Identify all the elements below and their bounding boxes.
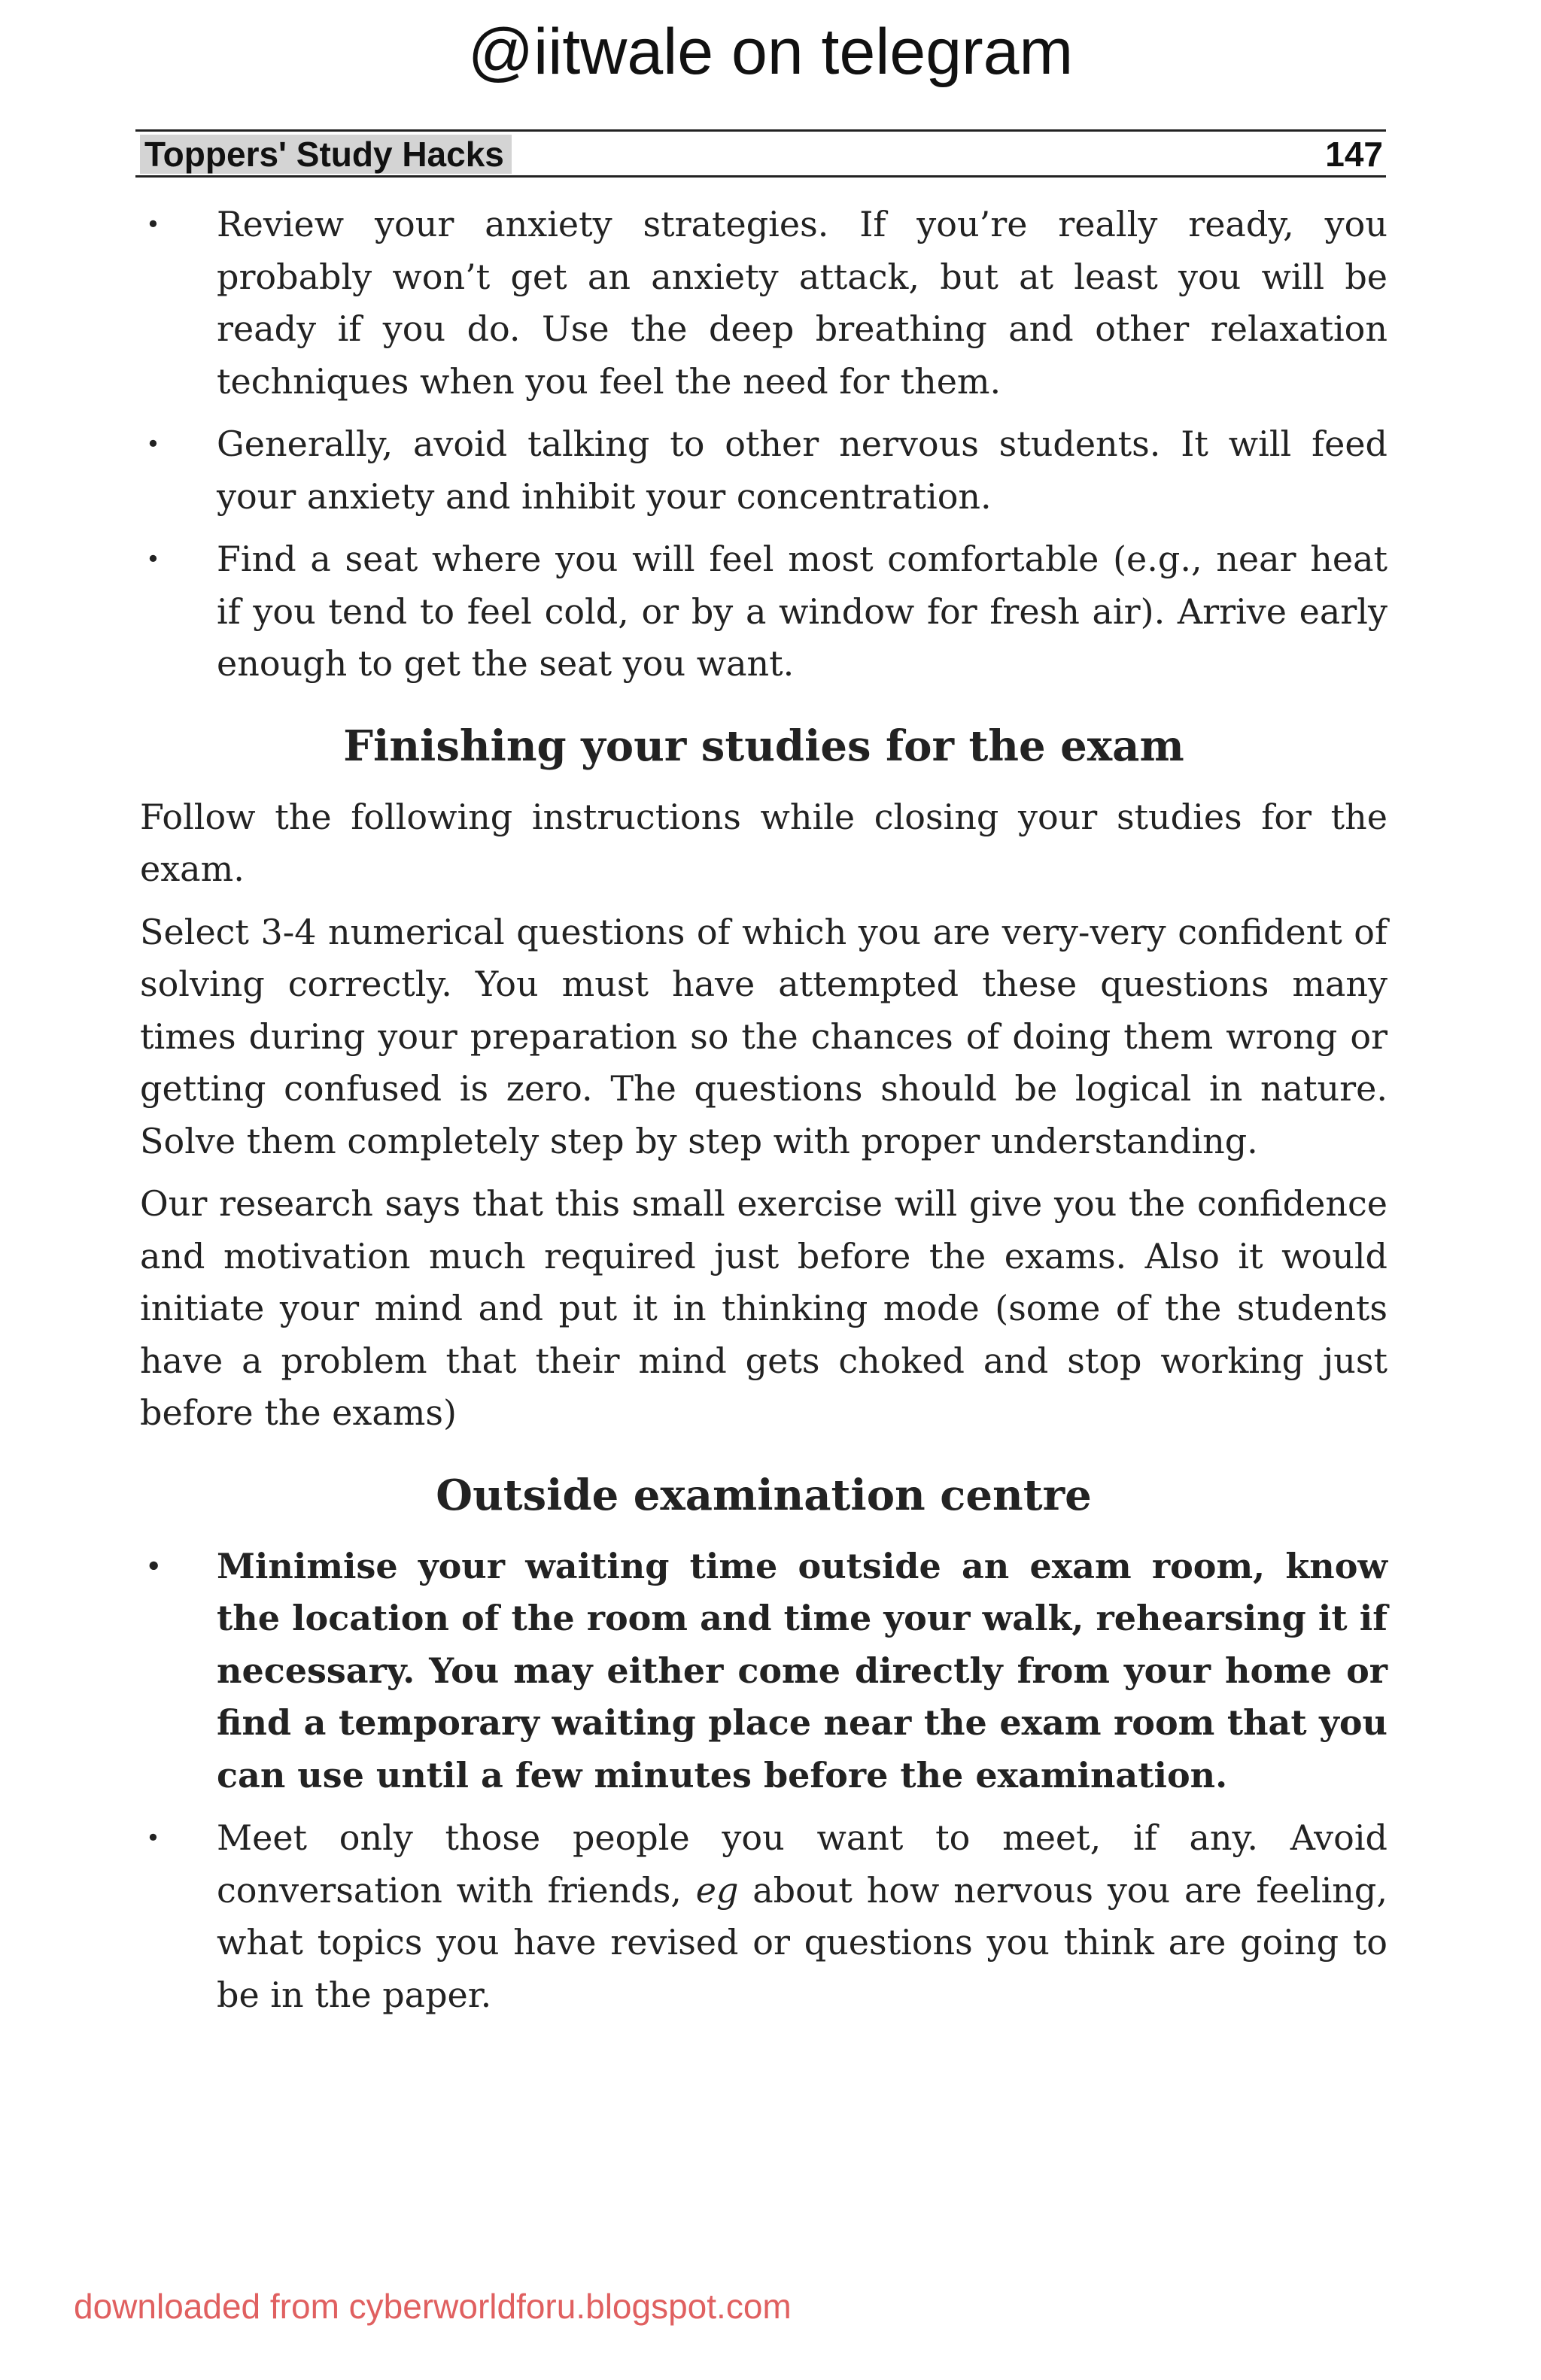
bullet-marker: • [146,545,160,573]
running-head-title: Toppers' Study Hacks [140,135,512,174]
page-number: 147 [1325,135,1383,174]
bullet-marker: • [146,430,160,458]
intro-bullet-list [140,199,1388,691]
section-heading-finishing-studies: Finishing your studies for the exam [343,721,1184,771]
bullet-marker: • [146,1823,160,1852]
list-item-text-part: Meet only those people you want to meet, if any. Avoid conversation with friends, [217,1817,1388,1911]
list-item-text: Minimise your waiting time outside an exam room, know the location of the room and time your walk, rehearsing it if necessary. You may either come directly from your home or find a temporary waiting place near the exam room that you can use until a few minutes before the examination. [217,1545,1388,1796]
list-item-text: Review your anxiety strategies. If you’re really ready, you probably won’t get an anxiety attack, but at least you will be ready if you do. Use the deep breathing and other relaxation techniques when you feel the need for them. [217,204,1388,402]
list-item-text: Generally, avoid talking to other nervous students. It will feed your anxiety and inhibit your concentration. [217,423,1388,517]
paragraph: Select 3-4 numerical questions of which you are very-very confident of solving correctly. You must have attempted these questions many times during your preparation so the chances of doing them wrong or getting confused is zero. The questions should be logical in nature. Solve them completely step by step with proper understanding. [140,911,1388,1161]
list-item [140,199,1388,408]
running-header [135,129,1386,178]
list-item [140,533,1388,691]
list-item-text-part: about how nervous you are feeling, what topics you have revised or questions you think are going to be in the paper. [217,1869,1388,2015]
paragraph: Our research says that this small exercise will give you the confidence and motivation much required just before the exams. Also it would initiate your mind and put it in thinking mode (some of the students have a problem that their mind gets choked and stop working just before the exams) [140,1183,1388,1433]
list-item-text-italic: eg [695,1869,739,1911]
list-item [140,418,1388,523]
section-heading-outside-centre: Outside examination centre [436,1470,1092,1520]
watermark-bottom: downloaded from cyberworldforu.blogspot.com [74,2287,792,2326]
list-item-text: Find a seat where you will feel most comfortable (e.g., near heat if you tend to feel cold, or by a window for fresh air). Arrive early enough to get the seat you want. [217,539,1388,684]
watermark-top: @iitwale on telegram [467,16,1074,88]
outside-centre-bullet-list [140,1541,1388,2022]
list-item [140,1541,1388,1802]
bullet-marker: • [146,210,160,238]
paragraph: Follow the following instructions while closing your studies for the exam. [140,796,1388,889]
bullet-marker: • [146,1551,162,1580]
list-item [140,1812,1388,2021]
page-body [140,199,1388,2032]
